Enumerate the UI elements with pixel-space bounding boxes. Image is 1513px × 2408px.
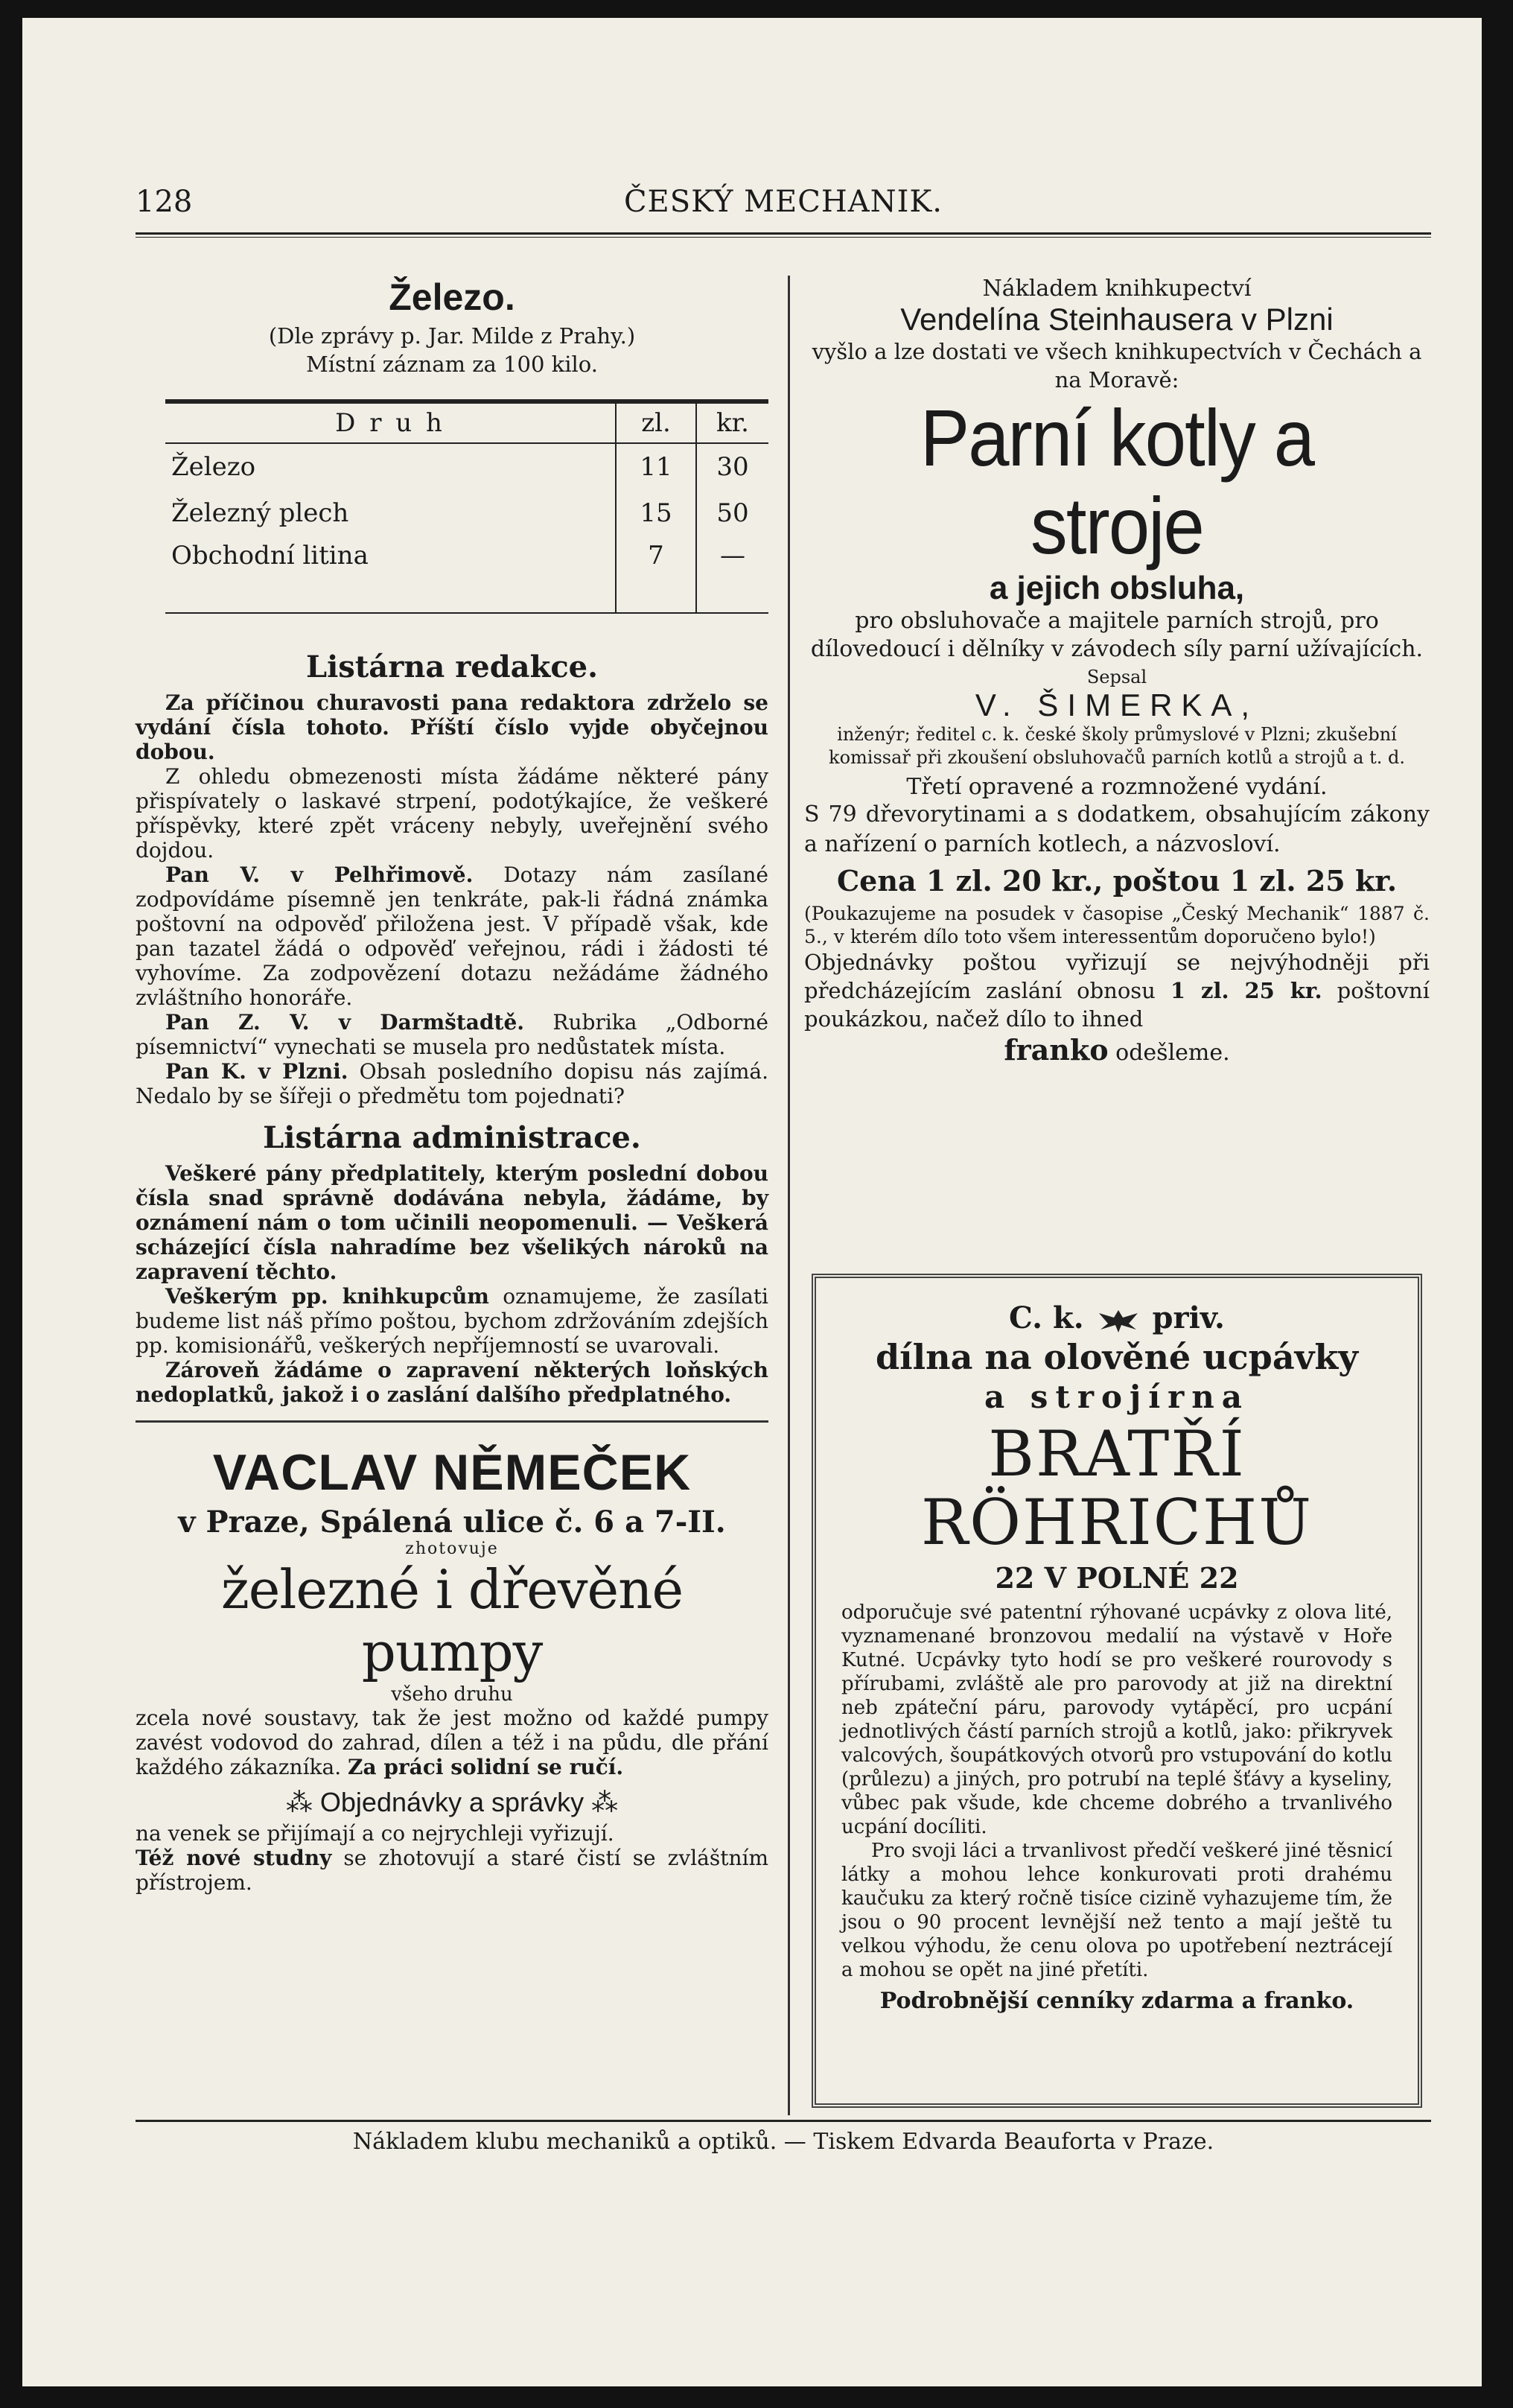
rohrich-name: BRATŘÍ RÖHRICHŮ xyxy=(920,1417,1313,1559)
nemecek-p1 xyxy=(136,1706,768,1779)
kniha-franko-line xyxy=(804,1033,1430,1067)
table-row xyxy=(165,536,768,613)
eagle-emblem-icon xyxy=(1095,1307,1142,1334)
rohrich-line2: a strojírna xyxy=(984,1379,1250,1415)
redakce-p5-text: Obsah posledního dopisu nás zajímá. Nedalo by se šířeji o předmětu tom pojednati? xyxy=(136,1059,768,1108)
rohrich-header xyxy=(841,1300,1392,1335)
kniha-price: Cena 1 zl. 20 kr., poštou 1 zl. 25 kr. xyxy=(836,864,1398,898)
rohrich-ck: C. k. xyxy=(1009,1300,1084,1335)
left-column xyxy=(136,276,768,1895)
rohrich-footer: Podrobnější cenníky zdarma a franko. xyxy=(879,1988,1354,2014)
rohrich-place: 22 V POLNÉ 22 xyxy=(995,1561,1239,1595)
nemecek-address: v Praze, Spálená ulice č. 6 a 7-II. xyxy=(178,1505,726,1540)
nemecek-orders-text: Objednávky a správky xyxy=(319,1787,585,1817)
page-number: 128 xyxy=(136,185,193,219)
journal-title: ČESKÝ MECHANIK. xyxy=(623,185,943,219)
ad-nemecek xyxy=(136,1443,768,1895)
row-zl: 11 xyxy=(616,443,696,490)
kniha-note: (Poukazujeme na posudek v časopise „Český Mechanik“ 1887 č. 5., v kterém dílo toto všem interessentům doporučeno bylo!) xyxy=(804,903,1430,947)
zelezo-source: (Dle zprávy p. Jar. Milde z Prahy.) xyxy=(268,323,636,349)
redakce-p5-lead: Pan K. v Plzni. xyxy=(165,1059,348,1084)
header-rule-thin xyxy=(136,237,1431,238)
listarna-administrace-title: Listárna administrace. xyxy=(263,1120,641,1155)
nemecek-product: železné i dřevěné pumpy xyxy=(220,1558,684,1683)
nemecek-p1-text: zcela nové soustavy, tak že jest možno od každé pumpy zavést vodovod do zahrad, dílen a též i na půdu, dle přání každého zákazníka. xyxy=(136,1706,768,1779)
kniha-orders-text: Objednávky poštou vyřizují se nejvýhodněji při předcházejícím zaslání obnosu xyxy=(804,950,1430,1003)
redakce-p1: Za příčinou churavosti pana redaktora zdrželo se vydání čísla tohoto. Příští číslo vyjde obyčejnou dobou. xyxy=(136,690,768,764)
row-zl: 15 xyxy=(616,490,696,536)
running-header xyxy=(136,179,1431,231)
row-kr: — xyxy=(696,536,768,613)
zelezo-title: Železo. xyxy=(389,276,515,318)
zelezo-note: Místní záznam za 100 kilo. xyxy=(306,352,598,377)
redakce-p4-text: Rubrika „Odborné písemnictví“ vynechati se musela pro nedůstatek místa. xyxy=(136,1010,768,1059)
redakce-p5 xyxy=(136,1059,768,1108)
kniha-author: V. ŠIMERKA, xyxy=(975,687,1259,722)
admin-p2 xyxy=(136,1284,768,1358)
col-kr: kr. xyxy=(696,401,768,443)
nemecek-p3 xyxy=(136,1846,768,1895)
kniha-sepsal: Sepsal xyxy=(1086,667,1147,687)
col-druh: D r u h xyxy=(165,401,616,443)
rohrich-line1: dílna na olověné ucpávky xyxy=(876,1337,1358,1377)
row-kr: 50 xyxy=(696,490,768,536)
table-row xyxy=(165,443,768,490)
row-druh: Obchodní litina xyxy=(165,536,616,613)
admin-p2-lead: Veškerým pp. knihkupcům xyxy=(165,1284,489,1309)
ad-rohrich-box xyxy=(812,1274,1422,2108)
ornament-icon: ⁂ xyxy=(285,1787,320,1817)
kniha-contents: S 79 dřevorytinami a s dodatkem, obsahujícím zákony a nařízení o parních kotlech, a názvosloví. xyxy=(804,801,1430,857)
redakce-p3-lead: Pan V. v Pelhřimově. xyxy=(165,863,474,887)
kniha-franko: franko xyxy=(1004,1033,1109,1067)
nemecek-orders xyxy=(136,1787,768,1818)
admin-p1: Veškeré pány předplatitely, kterým poslední dobou čísla snad správně dodávána nebyla, žádáme, by oznámení nám o tom učinili neopomenuli. — Veškerá scházející čísla nahradíme bez všelikých nároků na zapravení těchto. xyxy=(136,1161,768,1284)
redakce-p4 xyxy=(136,1010,768,1059)
kniha-edition: Třetí opravené a rozmnožené vydání. xyxy=(906,774,1328,800)
nemecek-p2: na venek se přijímají a co nejrychleji vyřizují. xyxy=(136,1821,614,1846)
kniha-subtitle: a jejich obsluha, xyxy=(989,570,1245,606)
nemecek-zhotovuje: zhotovuje xyxy=(405,1540,499,1558)
nemecek-p1-bold: Za práci solidní se ručí. xyxy=(348,1755,624,1779)
nemecek-p3-lead: Též nové studny xyxy=(136,1846,332,1870)
redakce-p3-text: Dotazy nám zasílané zodpovídáme písemně jen tenkráte, pak-li řádná známka poštovní na odpověď přiložena jest. V případě však, kde pan tazatel žádá o odpověď veřejnou, rádi i žádosti té vyhovíme. Za zodpovězení dotazu nežádáme žádného zvláštního honoráře. xyxy=(136,863,769,1010)
kniha-odesleme: odešleme. xyxy=(1115,1040,1230,1066)
kniha-orders xyxy=(804,948,1430,1033)
rohrich-p2: Pro svoji láci a trvanlivost předčí veškeré jiné těsnicí látky a mohou lehce konkurovati proti drahému kaučuku za který ročně tisíce cizině vyhazujeme tím, že jsou o 90 procent levnější než tento a mají ještě tu velkou výhodu, že cenu olova po upotřebení neztrácejí a mohou se opět na jiné přetíti. xyxy=(841,1840,1392,1981)
kniha-title: Parní kotly a stroje xyxy=(920,393,1314,571)
kniha-orders-amount: 1 zl. 25 kr. xyxy=(1170,978,1322,1003)
header-rule xyxy=(136,232,1431,235)
rohrich-p1: odporučuje své patentní rýhované ucpávky z olova lité, vyznamenané bronzovou medalií na výstavě v Hoře Kutné. Ucpávky tyto hodí se pro veškeré rourovody s přírubami, zvláště ale pro parovody at již na direktní neb zpáteční páru, parovody vytápěcí, pro ucpání jednotlivých částí parních strojů a kotlů, jako: přikryvek valcových, šoupátkových otvorů pro vstupování do kotlu (průlezu) a jiných, pro potrubí na teplé šťávy a kyseliny, vůbec pak všude, kde chceme dobrého a trvanlivého ucpání docíliti. xyxy=(841,1601,1393,1838)
nemecek-vseho-druhu: všeho druhu xyxy=(391,1683,513,1706)
kniha-publisher: Vendelína Steinhausera v Plzni xyxy=(900,302,1334,337)
admin-p3: Zároveň žádáme o zapravení některých loňských nedoplatků, jakož i o zaslání dalšího předplatného. xyxy=(136,1358,768,1407)
column-divider xyxy=(788,276,790,2115)
kniha-audience: pro obsluhovače a majitele parních strojů, pro dílovedoucí i dělníky v závodech síly parní užívajících. xyxy=(810,608,1424,662)
table-row xyxy=(165,490,768,536)
col-zl: zl. xyxy=(616,401,696,443)
nemecek-p3-text: se zhotovují a staré čistí se zvláštním přístrojem. xyxy=(136,1846,768,1895)
price-table xyxy=(165,399,768,614)
ornament-icon: ⁂ xyxy=(584,1787,619,1817)
listarna-redakce-title: Listárna redakce. xyxy=(305,649,599,684)
row-kr: 30 xyxy=(696,443,768,490)
page-footer: Nákladem klubu mechaniků a optiků. — Tiskem Edvarda Beauforta v Praze. xyxy=(352,2129,1214,2155)
kniha-author-desc: inženýr; ředitel c. k. české školy průmyslové v Plzni; zkušební komissař při zkoušení obsluhovačů parních kotlů a strojů a t. d. xyxy=(829,724,1405,768)
rohrich-priv: priv. xyxy=(1152,1300,1225,1335)
row-druh: Železný plech xyxy=(171,498,349,528)
redakce-p3 xyxy=(136,863,768,1010)
kniha-publisher-line: Nákladem knihkupectví xyxy=(982,276,1252,302)
admin-p2-text: oznamujeme, že zasílati budeme list náš přímo poštou, bychom zdržováním zdejších pp. komisionářů, veškerých nepříjemností se uvarovali. xyxy=(136,1284,768,1358)
redakce-p2: Z ohledu obmezenosti místa žádáme některé pány přispívately o laskavé strpení, podotýkajíce, že veškeré příspěvky, které zpět vráceny nebyly, uveřejnění svého dojdou. xyxy=(136,764,768,863)
footer-rule xyxy=(136,2120,1431,2122)
kniha-orders-end: poštovní poukázkou, načež dílo to ihned xyxy=(804,978,1430,1032)
row-druh: Železo xyxy=(171,452,256,482)
nemecek-name: VACLAV NĚMEČEK xyxy=(212,1444,692,1501)
row-zl: 7 xyxy=(616,536,696,613)
right-column xyxy=(804,276,1430,1067)
redakce-p4-lead: Pan Z. V. v Darmštadtě. xyxy=(165,1010,525,1035)
kniha-availability: vyšlo a lze dostati ve všech knihkupectvích v Čechách a na Moravě: xyxy=(812,339,1422,393)
